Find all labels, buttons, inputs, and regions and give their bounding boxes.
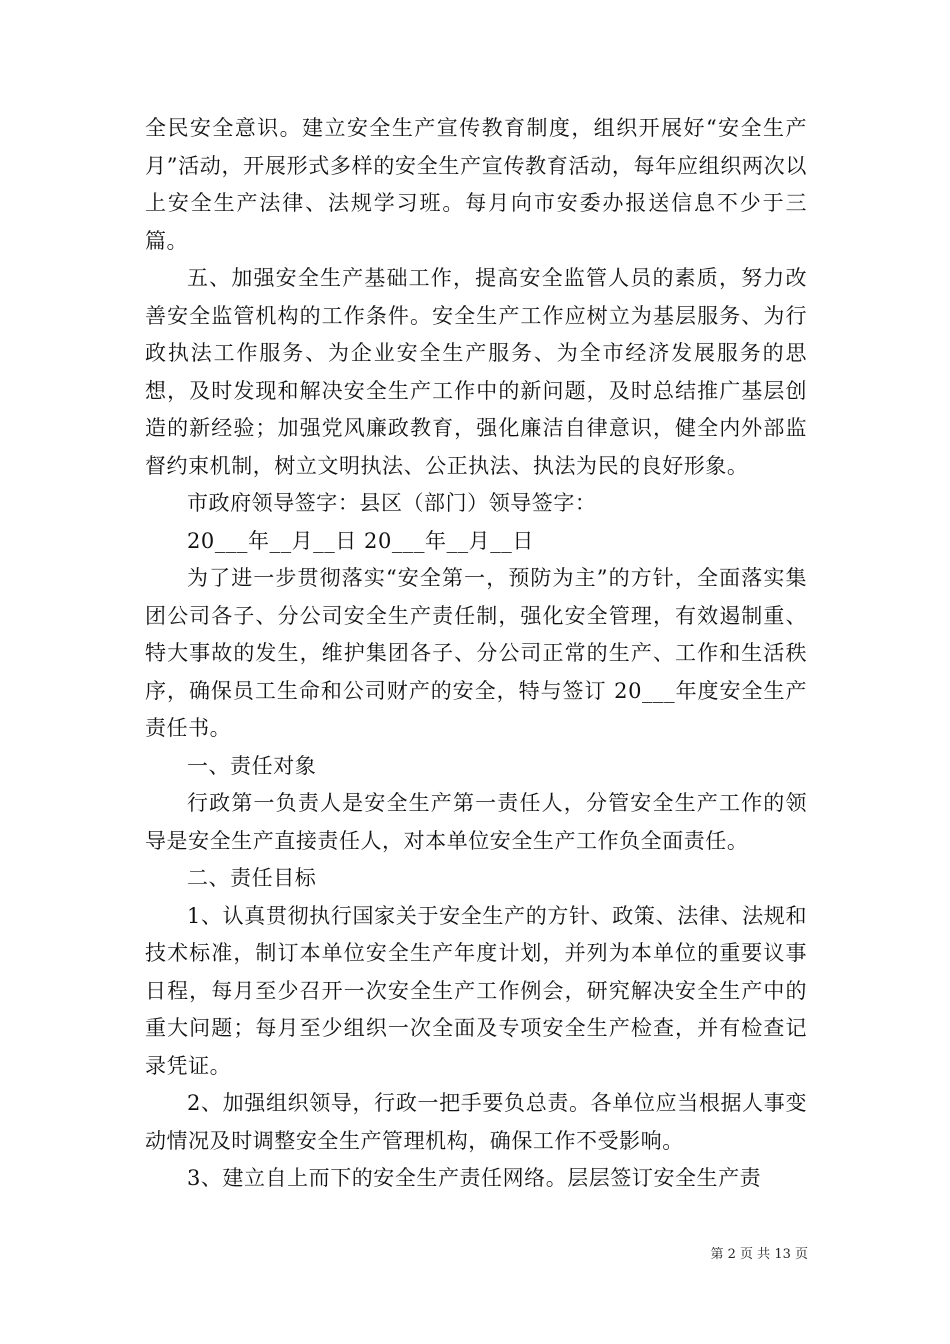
- date-line: 20___年__月__日 20___年__月__日: [187, 528, 534, 553]
- list-item-1: 1、认真贯彻执行国家关于安全生产的方针、政策、法律、法规和技术标准，制订本单位安全生产年度计划，并列为本单位的重要议事日程，每月至少召开一次安全生产工作例会，研究解决安全生产中的重大问题；每月至少组织一次全面及专项安全生产检查，并有检查记录凭证。: [145, 903, 807, 1078]
- list-item-3: 3、建立自上而下的安全生产责任网络。层层签订安全生产责: [187, 1166, 762, 1190]
- signature-line: 市政府领导签字：县区（部门）领导签字：: [187, 491, 597, 515]
- paragraph-2: 五、加强安全生产基础工作，提高安全监管人员的素质，努力改善安全监管机构的工作条件。安全生产工作应树立为基层服务、为行政执法工作服务、为企业安全生产服务、为全市经济发展服务的思想，及时发现和解决安全生产工作中的新问题，及时总结推广基层创造的新经验；加强党风廉政教育，强化廉洁自律意识，健全内外部监督约束机制，树立文明执法、公正执法、执法为民的良好形象。: [145, 266, 807, 478]
- section-heading-1: 一、责任对象: [187, 753, 317, 778]
- page-number: 第 2 页 共 13 页: [710, 1247, 808, 1262]
- document-body: [145, 110, 807, 1198]
- list-item-2: 2、加强组织领导，行政一把手要负总责。各单位应当根据人事变动情况及时调整安全生产管理机构，确保工作不受影响。: [145, 1091, 807, 1153]
- section-heading-2: 二、责任目标: [187, 866, 317, 890]
- paragraph-intro: 为了进一步贯彻落实“安全第一，预防为主”的方针，全面落实集团公司各子、分公司安全生产责任制，强化安全管理，有效遏制重、特大事故的发生，维护集团各子、分公司正常的生产、工作和生活秩序，确保员工生命和公司财产的安全，特与签订 20___年度安全生产责任书。: [145, 566, 807, 740]
- paragraph-1: 全民安全意识。建立安全生产宣传教育制度，组织开展好“安全生产月”活动，开展形式多样的安全生产宣传教育活动，每年应组织两次以上安全生产法律、法规学习班。每月向市安委办报送信息不少于三篇。: [145, 116, 807, 253]
- paragraph-responsibility: 行政第一负责人是安全生产第一责任人，分管安全生产工作的领导是安全生产直接责任人，对本单位安全生产工作负全面责任。: [145, 791, 807, 853]
